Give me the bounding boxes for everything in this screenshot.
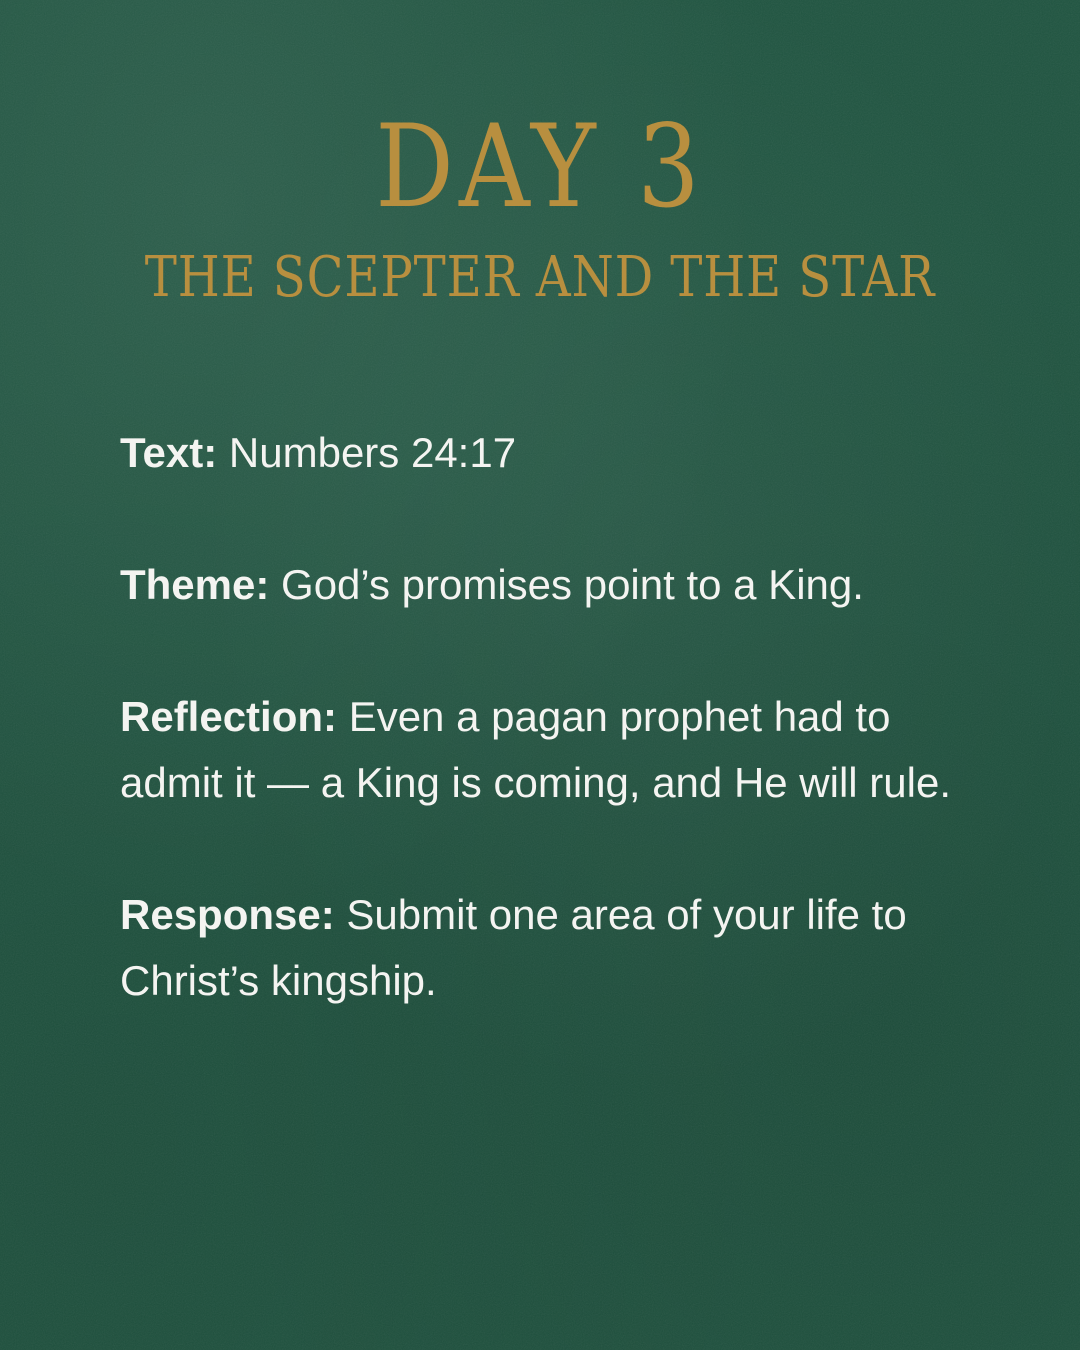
title-block <box>0 100 1080 310</box>
reflection-entry <box>120 684 960 816</box>
devotional-content <box>120 420 960 1080</box>
theme-label: Theme: <box>120 561 270 608</box>
response-label: Response: <box>120 891 335 938</box>
theme-value: God’s promises point to a King. <box>281 561 864 608</box>
text-label: Text: <box>120 429 218 476</box>
text-value: Numbers 24:17 <box>228 429 517 476</box>
day-title: DAY 3 <box>375 100 705 233</box>
reflection-label: Reflection: <box>120 693 338 740</box>
devotional-subtitle: THE SCEPTER AND THE STAR <box>144 245 936 310</box>
response-entry <box>120 882 960 1014</box>
response-value: Submit one area of your life to Christ’s kingship. <box>120 891 907 1004</box>
reflection-value: Even a pagan prophet had to admit it — a King is coming, and He will rule. <box>120 693 951 806</box>
theme-entry <box>120 552 960 618</box>
text-entry <box>120 420 960 486</box>
